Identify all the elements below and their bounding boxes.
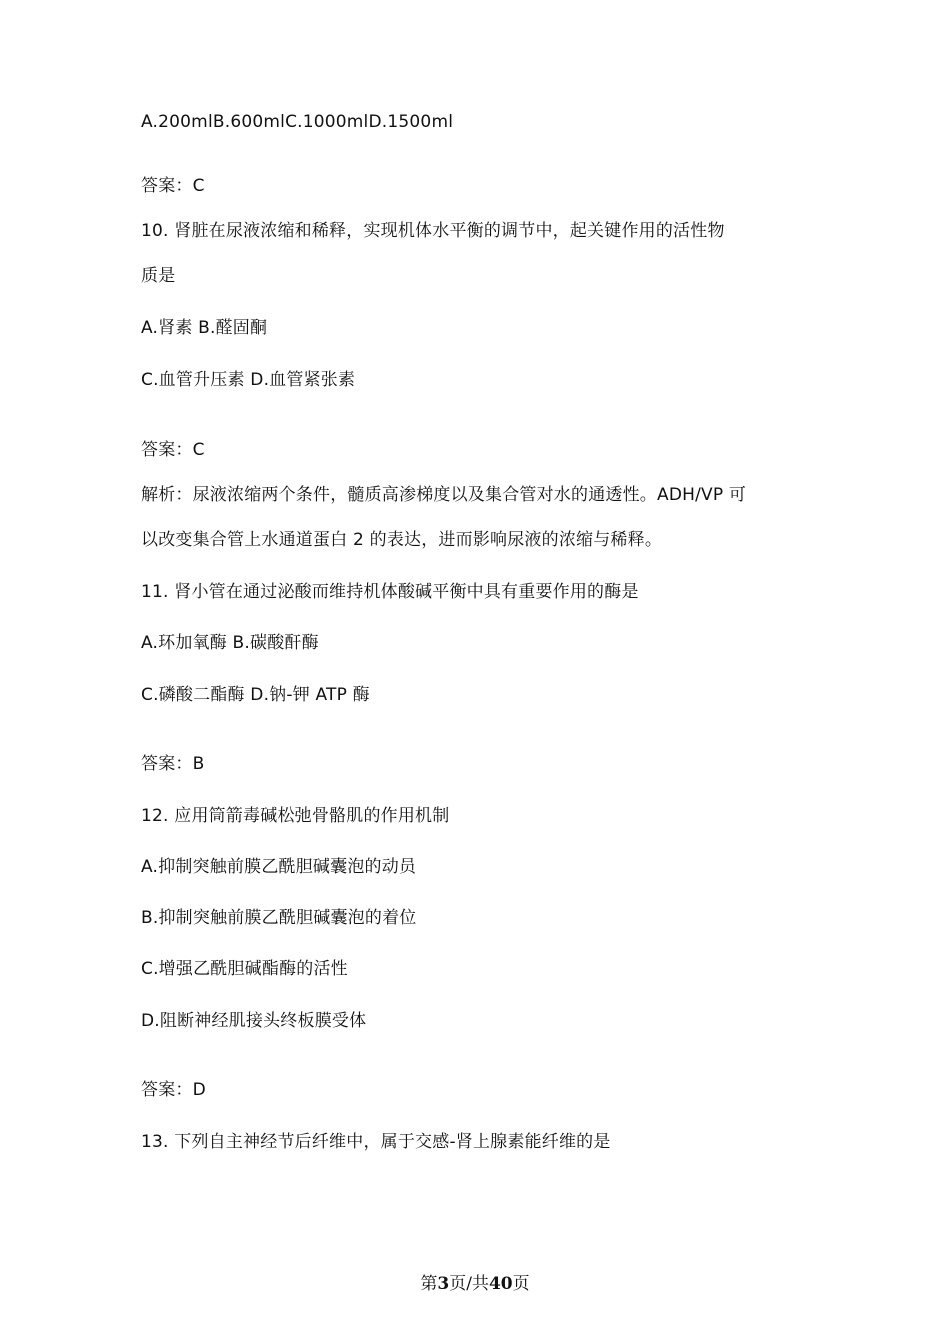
q10-stem-line2: 质是 — [141, 266, 176, 286]
q10-options-cd: C.血管升压素 D.血管紧张素 — [141, 370, 356, 390]
q9-options: A.200mlB.600mlC.1000mlD.1500ml — [141, 112, 454, 132]
q11-answer: 答案：B — [141, 754, 205, 774]
q11-options-cd: C.磷酸二酯酶 D.钠-钾 ATP 酶 — [141, 685, 370, 705]
current-page-number: 3 — [437, 1274, 450, 1294]
q12-option-d: D.阻断神经肌接头终板膜受体 — [141, 1011, 367, 1031]
q9-answer: 答案：C — [141, 176, 205, 196]
q10-explanation-line1: 解析：尿液浓缩两个条件，髓质高渗梯度以及集合管对水的通透性。ADH/VP 可 — [141, 485, 747, 505]
q12-option-b: B.抑制突触前膜乙酰胆碱囊泡的着位 — [141, 908, 417, 928]
q10-answer: 答案：C — [141, 440, 205, 460]
footer-suffix: 页 — [512, 1274, 530, 1294]
footer-middle: 页/共 — [449, 1274, 489, 1294]
page-footer — [0, 1273, 950, 1295]
footer-prefix: 第 — [420, 1274, 438, 1294]
q12-option-c: C.增强乙酰胆碱酯酶的活性 — [141, 959, 348, 979]
q12-answer: 答案：D — [141, 1080, 206, 1100]
q12-stem: 12. 应用筒箭毒碱松弛骨骼肌的作用机制 — [141, 806, 450, 826]
q13-stem: 13. 下列自主神经节后纤维中，属于交感-肾上腺素能纤维的是 — [141, 1132, 611, 1152]
q11-options-ab: A.环加氧酶 B.碳酸酐酶 — [141, 633, 319, 653]
q10-explanation-line2: 以改变集合管上水通道蛋白 2 的表达，进而影响尿液的浓缩与稀释。 — [141, 530, 663, 550]
q10-stem-line1: 10. 肾脏在尿液浓缩和稀释，实现机体水平衡的调节中，起关键作用的活性物 — [141, 221, 725, 241]
q11-stem: 11. 肾小管在通过泌酸而维持机体酸碱平衡中具有重要作用的酶是 — [141, 582, 639, 602]
q10-options-ab: A.肾素 B.醛固酮 — [141, 318, 268, 338]
total-page-count: 40 — [488, 1274, 513, 1294]
q12-option-a: A.抑制突触前膜乙酰胆碱囊泡的动员 — [141, 857, 417, 877]
